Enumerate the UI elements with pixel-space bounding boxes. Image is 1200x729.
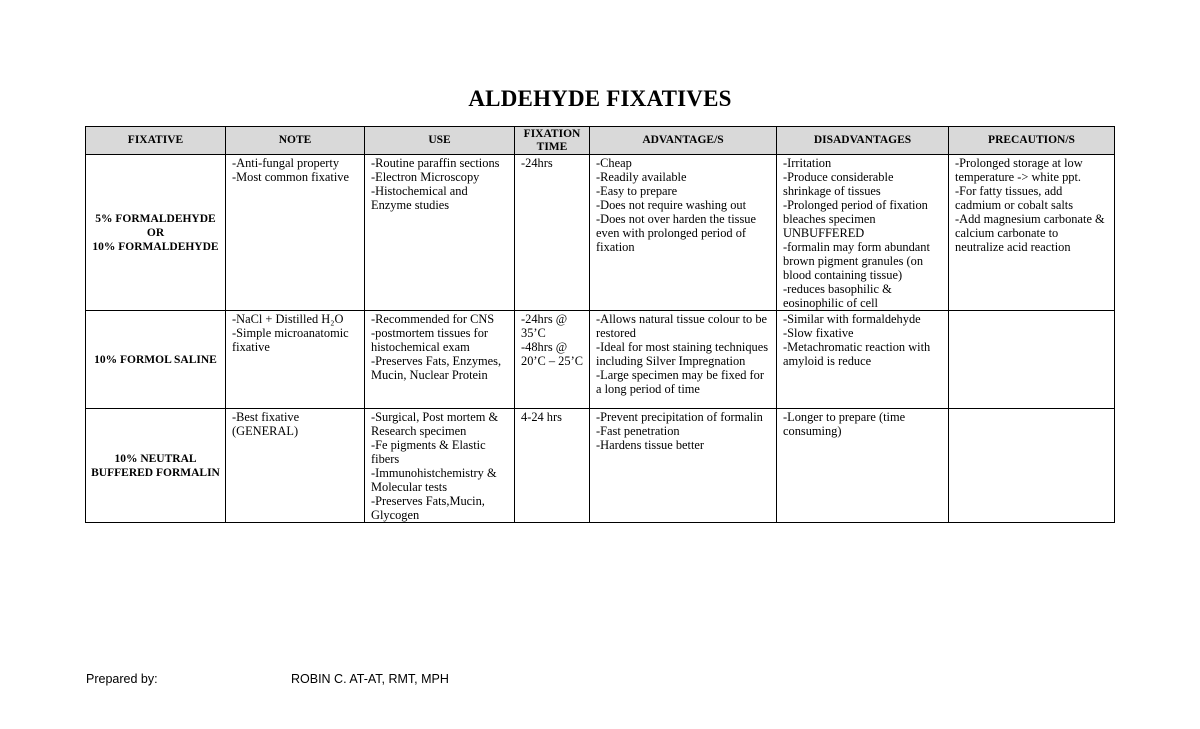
use-cell (365, 311, 515, 409)
fixative-name: 10% FORMALDEHYDE (92, 240, 219, 253)
advantage-item: -Cheap (596, 156, 632, 170)
disadvantage-item: -formalin may form abundant brown pigment granules (on blood containing tissue) (783, 240, 930, 282)
advantage-item: -Does not require washing out (596, 198, 747, 212)
page-title: ALDEHYDE FIXATIVES (468, 86, 732, 111)
time-cell (515, 409, 590, 523)
note-item: -Best fixative (GENERAL) (232, 410, 300, 438)
precaution-item: -Add magnesium carbonate & calcium carbonate to neutralize acid reaction (955, 212, 1105, 254)
disadvantage-item: -Metachromatic reaction with amyloid is reduce (783, 340, 931, 368)
fixative-name: 5% FORMALDEHYDE (95, 212, 216, 225)
use-item: -Routine paraffin sections (371, 156, 500, 170)
precautions-cell (949, 311, 1115, 409)
advantages-cell (590, 155, 777, 311)
note-cell (226, 311, 365, 409)
note-item: -Most common fixative (232, 170, 350, 184)
table-row (86, 409, 1115, 523)
use-item: -Preserves Fats,Mucin, Glycogen (371, 494, 485, 522)
time-item: -48hrs @ 20’C – 25’C (521, 340, 583, 368)
time-cell (515, 311, 590, 409)
use-item: -Surgical, Post mortem & Research specimen (371, 410, 499, 438)
table-row (86, 311, 1115, 409)
use-item: -Preserves Fats, Enzymes, Mucin, Nuclear Protein (371, 354, 502, 382)
use-item: -Immunohistchemistry & Molecular tests (371, 466, 497, 494)
advantage-item: -Easy to prepare (596, 184, 678, 198)
header-fixation-time: FIXATION TIME (515, 127, 590, 155)
precaution-item: -Prolonged storage at low temperature -> white ppt. (955, 156, 1083, 184)
use-item: -Histochemical and Enzyme studies (371, 184, 468, 212)
preparer-name: ROBIN C. AT-AT, RMT, MPH (291, 672, 449, 686)
advantages-cell (590, 311, 777, 409)
disadvantage-item: -Slow fixative (783, 326, 854, 340)
header-fixative: FIXATIVE (86, 127, 226, 155)
table-row (86, 155, 1115, 311)
header-use: USE (365, 127, 515, 155)
precaution-item: -For fatty tissues, add cadmium or cobalt salts (955, 184, 1074, 212)
advantage-item: -Prevent precipitation of formalin (596, 410, 763, 424)
advantages-cell (590, 409, 777, 523)
note-item: -Anti-fungal property (232, 156, 340, 170)
fixative-cell (86, 155, 226, 311)
use-item: -Electron Microscopy (371, 170, 480, 184)
advantage-item: -Does not over harden the tissue even with prolonged period of fixation (596, 212, 757, 254)
fixative-cell (86, 409, 226, 523)
fixatives-table (85, 126, 1115, 523)
fixative-cell (86, 311, 226, 409)
note-cell (226, 155, 365, 311)
use-cell (365, 155, 515, 311)
advantage-item: -Hardens tissue better (596, 438, 705, 452)
fixative-name: 10% NEUTRAL (114, 452, 197, 465)
time-cell (515, 155, 590, 311)
note-item: -NaCl + Distilled H₂O (232, 312, 344, 326)
fixative-name: OR (146, 226, 165, 239)
fixative-name: 10% FORMOL SALINE (94, 353, 217, 366)
time-item: -24hrs @ 35’C (521, 312, 568, 340)
disadvantage-item: UNBUFFERED (783, 226, 865, 240)
use-cell (365, 409, 515, 523)
time-item: 4-24 hrs (521, 410, 562, 424)
disadvantages-cell (777, 155, 949, 311)
precautions-cell (949, 155, 1115, 311)
note-item: -Simple microanatomic fixative (232, 326, 349, 354)
header-precautions: PRECAUTION/S (949, 127, 1115, 155)
disadvantage-item: -Produce considerable shrinkage of tissues (783, 170, 894, 198)
fixative-name: BUFFERED FORMALIN (91, 466, 220, 479)
disadvantage-item: -Similar with formaldehyde (783, 312, 921, 326)
use-item: -postmortem tissues for histochemical exam (371, 326, 489, 354)
disadvantages-cell (777, 409, 949, 523)
use-item: -Recommended for CNS (371, 312, 495, 326)
disadvantage-item: -reduces basophilic & eosinophilic of cell (783, 282, 892, 310)
advantage-item: -Readily available (596, 170, 687, 184)
disadvantage-item: -Irritation (783, 156, 832, 170)
header-disadvantages: DISADVANTAGES (777, 127, 949, 155)
header-advantages: ADVANTAGE/S (590, 127, 777, 155)
header-row (86, 127, 1115, 155)
prepared-by-label: Prepared by: (86, 672, 158, 686)
precautions-cell (949, 409, 1115, 523)
advantage-item: -Ideal for most staining techniques including Silver Impregnation (596, 340, 769, 368)
header-note: NOTE (226, 127, 365, 155)
use-item: -Fe pigments & Elastic fibers (371, 438, 486, 466)
disadvantages-cell (777, 311, 949, 409)
disadvantage-item: -Prolonged period of fixation bleaches specimen (783, 198, 928, 226)
note-cell (226, 409, 365, 523)
time-item: -24hrs (521, 156, 553, 170)
advantage-item: -Large specimen may be fixed for a long period of time (596, 368, 765, 396)
disadvantage-item: -Longer to prepare (time consuming) (783, 410, 906, 438)
advantage-item: -Allows natural tissue colour to be restored (596, 312, 768, 340)
advantage-item: -Fast penetration (596, 424, 680, 438)
